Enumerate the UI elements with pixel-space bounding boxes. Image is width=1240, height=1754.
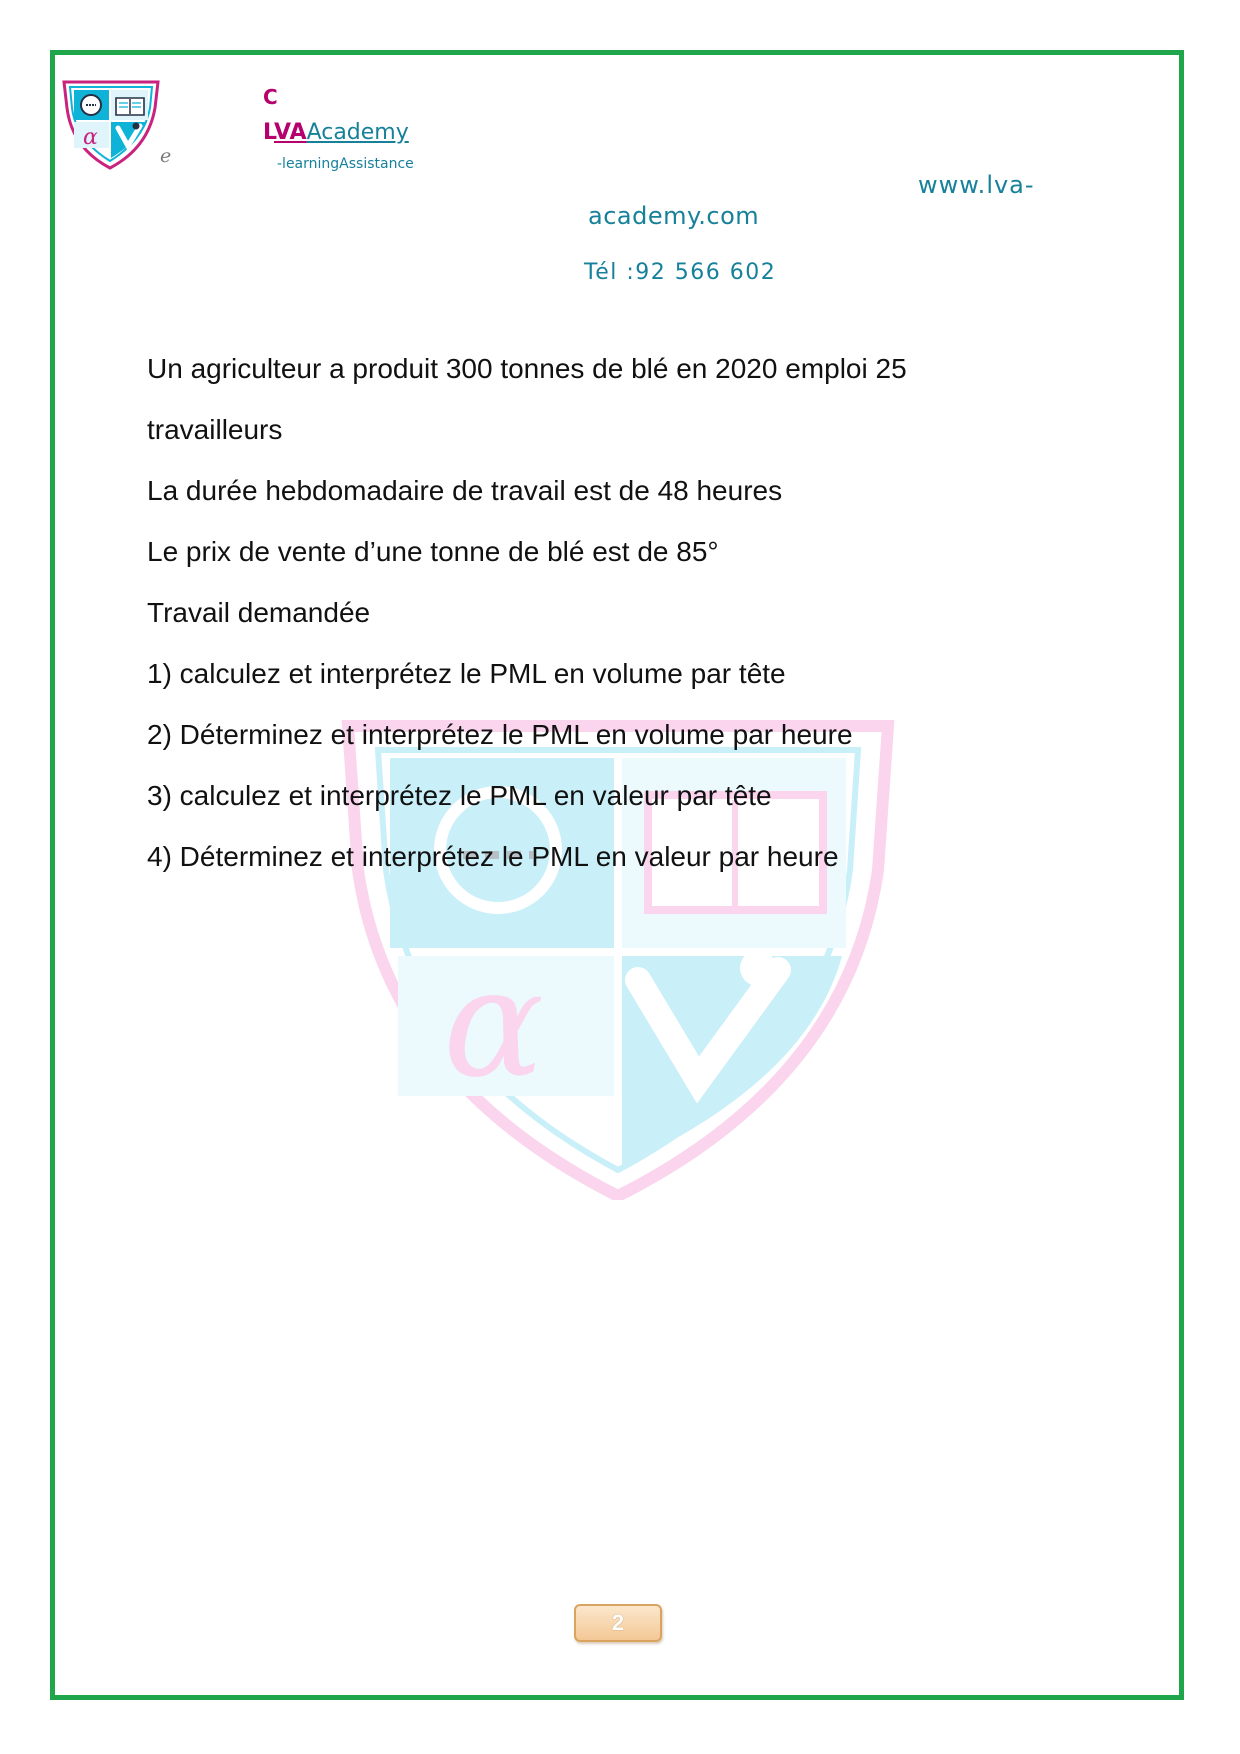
website-url-part1[interactable]: www.lva- xyxy=(918,171,1035,199)
page-number: 2 xyxy=(611,1610,625,1635)
lva-logo xyxy=(58,78,166,170)
task-heading: Travail demandée xyxy=(147,597,371,628)
phone-number: Tél :92 566 602 xyxy=(584,260,777,285)
statement-line-4: Le prix de vente d’une tonne de blé est de 85° xyxy=(147,536,719,567)
svg-text:α: α xyxy=(83,125,98,150)
exercise-text xyxy=(147,338,1087,887)
page-number-badge xyxy=(574,1604,662,1642)
logo-e-letter: e xyxy=(160,145,172,167)
brand-l: L xyxy=(263,120,274,145)
question-1: 1) calculez et interprétez le PML en volume par tête xyxy=(147,658,786,689)
brand-academy-link[interactable]: Academy xyxy=(306,120,409,145)
brand-name xyxy=(263,120,409,145)
statement-line-3: La durée hebdomadaire de travail est de 48 heures xyxy=(147,475,783,506)
brand-tagline: -learningAssistance xyxy=(277,156,414,172)
svg-text:α: α xyxy=(443,937,545,1111)
question-3: 3) calculez et interprétez le PML en valeur par tête xyxy=(147,780,772,811)
question-2: 2) Déterminez et interprétez le PML en volume par heure xyxy=(147,719,853,750)
brand-c: C xyxy=(263,85,278,109)
website-url-part2[interactable]: academy.com xyxy=(588,202,760,230)
statement-line-2: travailleurs xyxy=(147,414,283,445)
statement-line-1: Un agriculteur a produit 300 tonnes de blé en 2020 emploi 25 xyxy=(147,353,907,384)
question-4: 4) Déterminez et interprétez le PML en valeur par heure xyxy=(147,841,839,872)
brand-va: VA xyxy=(274,120,307,145)
